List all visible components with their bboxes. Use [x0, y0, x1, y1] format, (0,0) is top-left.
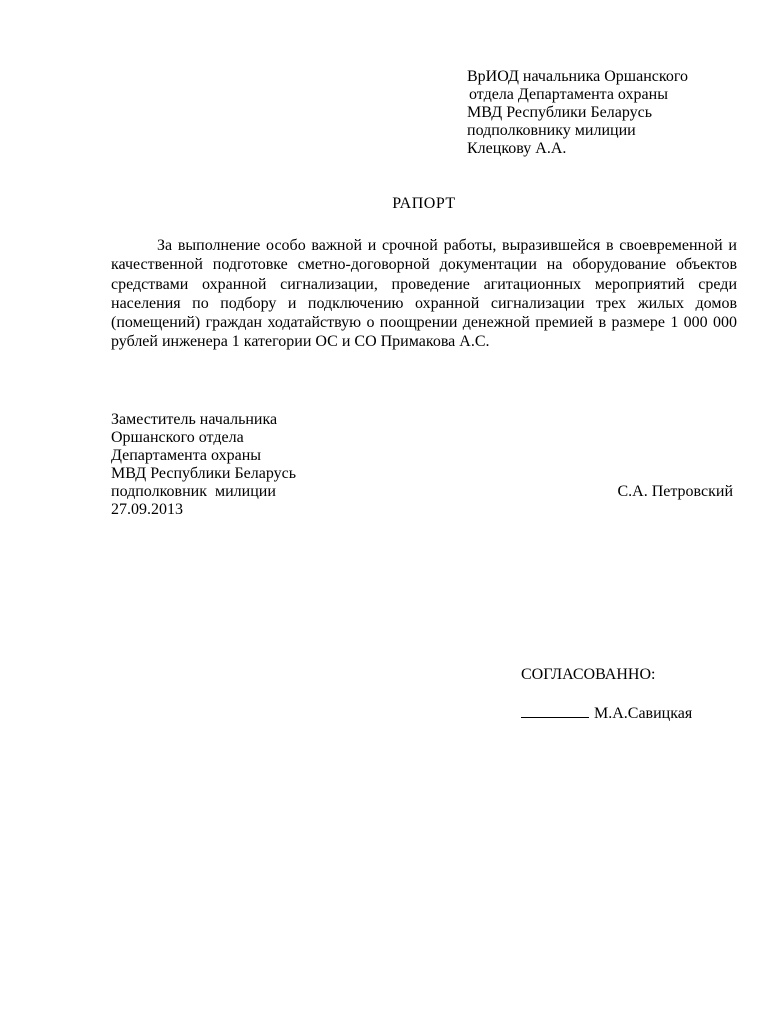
signer-name: С.А. Петровский: [617, 483, 733, 500]
addressee-block: [467, 68, 757, 158]
report-date: 27.09.2013: [111, 501, 183, 518]
signer-line: Департамента охраны: [111, 447, 262, 464]
signer-line: Оршанского отдела: [111, 429, 244, 446]
signer-block: [111, 411, 741, 519]
signer-rank-row: [111, 483, 741, 501]
agreed-label: СОГЛАСОВАННО:: [521, 666, 656, 683]
signer-line: МВД Республики Беларусь: [111, 465, 297, 482]
addressee-line: МВД Республики Беларусь: [467, 104, 653, 121]
signer-line: Заместитель начальника: [111, 411, 278, 428]
report-body: За выполнение особо важной и срочной работы, выразившейся в своевременной и качественной подготовке сметно-договорной документации на оборудование объектов средствами охранной сигнализации, проведение агитационных мероприятий среди населения по подбору и подключению охранной сигнализации трех жилых домов (помещений) граждан ходатайствую о поощрении денежной премией в размере 1 000 000 рублей инженера 1 категории ОС и СО Примакова А.С.: [111, 237, 737, 351]
agreed-signature-row: [521, 703, 692, 723]
addressee-line: Клецкову А.А.: [467, 140, 567, 157]
addressee-line: подполковнику милиции: [467, 122, 636, 139]
document-title: РАПОРТ: [392, 195, 456, 212]
signer-rank: подполковник милиции: [111, 483, 276, 500]
addressee-line: отдела Департамента охраны: [469, 86, 668, 103]
signature-blank-line: [521, 703, 589, 718]
agreed-name: М.А.Савицкая: [594, 705, 693, 722]
addressee-line: ВрИОД начальника Оршанского: [467, 68, 689, 85]
